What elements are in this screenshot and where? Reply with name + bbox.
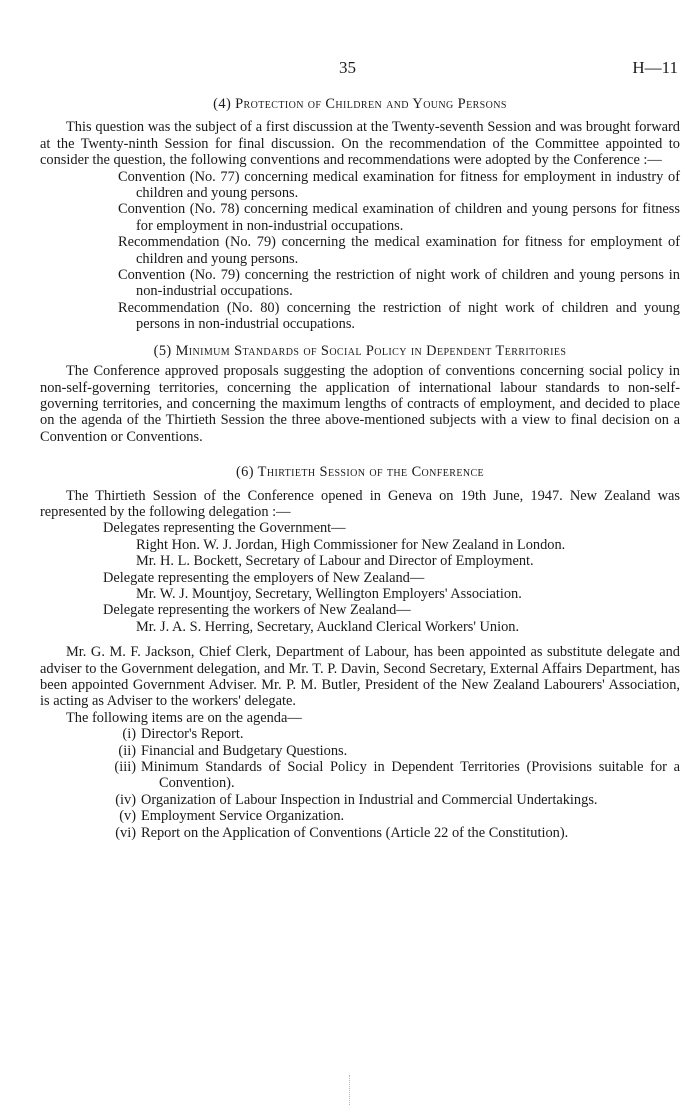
document-reference: H—11: [632, 58, 678, 77]
agenda-item-text: Minimum Standards of Social Policy in Dependent Territories (Provisions suitable for a Convention).: [141, 759, 680, 792]
delegate-entry: Right Hon. W. J. Jordan, High Commissioner for New Zealand in London.: [136, 536, 566, 553]
agenda-item-number: (v): [119, 808, 136, 825]
agenda-item-text: Financial and Budgetary Questions.: [141, 742, 348, 759]
delegate-entry: Mr. H. L. Bockett, Secretary of Labour and Director of Employment.: [136, 553, 534, 570]
section-4-heading: (4) Protection of Children and Young Persons: [213, 96, 507, 112]
list-item: Recommendation (No. 80) concerning the restriction of night work of children and young persons in non-industrial occupations.: [118, 299, 680, 333]
agenda-item-text: Report on the Application of Conventions (Article 22 of the Constitution).: [141, 824, 569, 841]
delegation-group-label: Delegates representing the Government—: [103, 520, 346, 537]
delegate-entry: Mr. J. A. S. Herring, Secretary, Auckland Clerical Workers' Union.: [136, 618, 520, 635]
agenda-item-number: (i): [122, 726, 136, 743]
printer-mark: [349, 1075, 352, 1105]
agenda-item-text: Employment Service Organization.: [141, 808, 345, 825]
page-header: [0, 58, 700, 78]
agenda-item: [104, 743, 680, 759]
agenda-item-number: (iv): [115, 791, 136, 808]
section-5-heading: (5) Minimum Standards of Social Policy in Dependent Territories: [153, 342, 567, 359]
agenda-item: [104, 792, 680, 808]
list-item: Convention (No. 78) concerning medical examination of children and young persons for fitness for employment in non-industrial occupations.: [118, 201, 680, 234]
page-number: 35: [339, 58, 356, 77]
section-5-body: The Conference approved proposals suggesting the adoption of conventions concerning social policy in non-self-governing territories, concerning the application of international labour standards to non-self-governing territories, and concerning the maximum lengths of contracts of employment, and decided to place on the agenda of the Thirtieth Session the three above-mentioned subjects with a view to final decision on a Convention or Conventions.: [40, 363, 680, 445]
agenda-item-text: Organization of Labour Inspection in Industrial and Commercial Undertakings.: [141, 791, 598, 808]
agenda-item: [104, 726, 680, 742]
agenda-item: [104, 759, 680, 792]
agenda-item: [104, 808, 680, 824]
section-6-heading: (6) Thirtieth Session of the Conference: [235, 464, 485, 481]
delegation-group-label: Delegate representing the employers of New Zealand—: [103, 569, 425, 586]
agenda-item-number: (iii): [114, 759, 136, 776]
list-item: Convention (No. 79) concerning the restriction of night work of children and young persons in non-industrial occupations.: [118, 267, 680, 300]
section-6-intro: The Thirtieth Session of the Conference opened in Geneva on 19th June, 1947. New Zealand was represented by the following delegation :—: [40, 487, 680, 520]
agenda-item-number: (vi): [115, 824, 136, 841]
delegation-list: [40, 520, 680, 635]
section-4-item-list: [40, 169, 680, 333]
section-4-intro: This question was the subject of a first discussion at the Twenty-seventh Session and was brought forward at the Twenty-ninth Session for final discussion. On the recommendation of the Committee appointed to consider the question, the following conventions and recommendations were adopted by the Conference :—: [40, 119, 680, 169]
agenda-list: [40, 726, 680, 841]
list-item: Convention (No. 77) concerning medical examination for fitness for employment in industry of children and young persons.: [118, 168, 680, 202]
agenda-item: [104, 825, 680, 841]
agenda-item-text: Director's Report.: [141, 726, 244, 743]
advisers-paragraph: Mr. G. M. F. Jackson, Chief Clerk, Department of Labour, has been appointed as substitute delegate and adviser to the Government delegation, and Mr. T. P. Davin, Second Secretary, External Affairs Department, has been appointed Government Adviser. Mr. P. M. Butler, President of the New Zealand Labourers' Association, is acting as Adviser to the workers' delegate.: [40, 644, 680, 710]
delegate-entry: Mr. W. J. Mountjoy, Secretary, Wellington Employers' Association.: [136, 585, 522, 602]
agenda-item-number: (ii): [118, 742, 136, 759]
delegation-group-label: Delegate representing the workers of New Zealand—: [103, 602, 411, 619]
list-item: Recommendation (No. 79) concerning the medical examination for fitness for employment of children and young persons.: [118, 234, 680, 267]
agenda-intro: The following items are on the agenda—: [66, 709, 302, 726]
page-content: [40, 96, 680, 841]
